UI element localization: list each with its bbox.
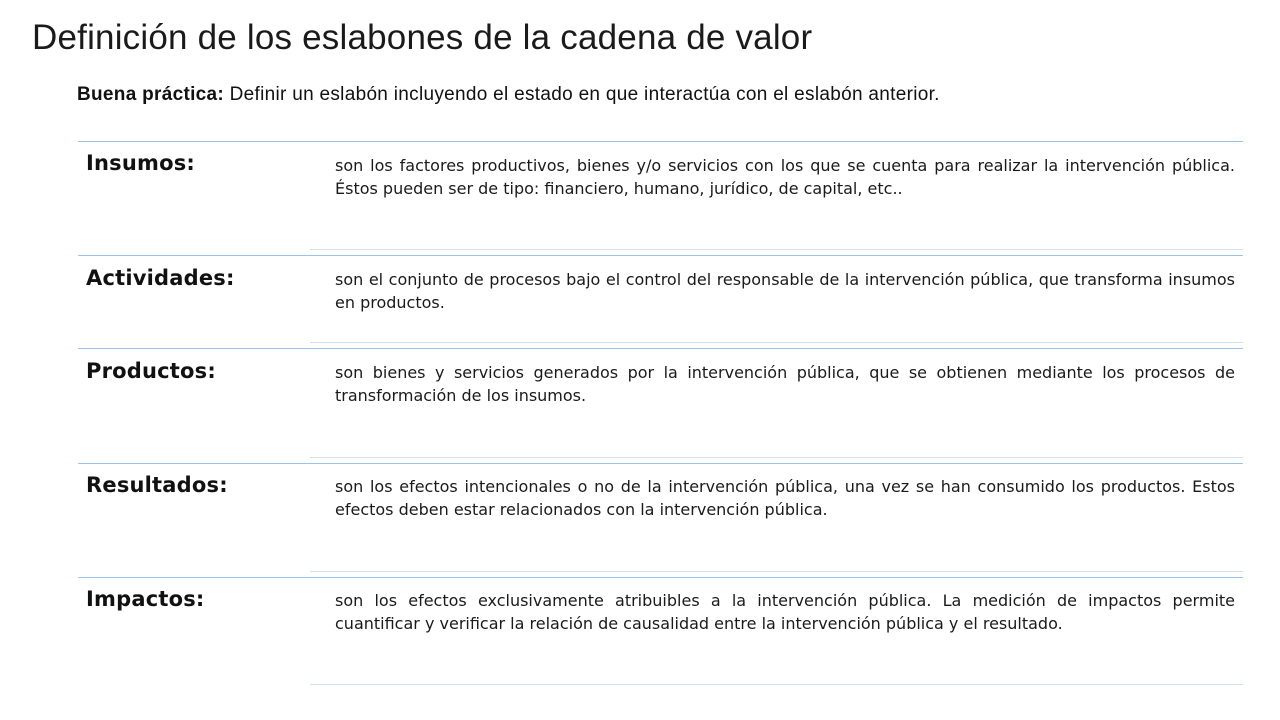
good-practice-text: Definir un eslabón incluyendo el estado en que interactúa con el eslabón anterior.: [224, 84, 940, 105]
row-divider-resultados-top: [78, 463, 1243, 464]
term-actividades: Actividades:: [86, 266, 235, 290]
row-divider-productos-top: [78, 348, 1243, 349]
definition-resultados: son los efectos intencionales o no de la intervención pública, una vez se han consumido los productos. Estos efectos deben estar relacionados con la intervención pública.: [335, 477, 1235, 519]
row-divider-productos-bottom: [310, 457, 1243, 458]
term-insumos: Insumos:: [86, 151, 196, 175]
term-impactos: Impactos:: [86, 587, 205, 611]
term-productos: Productos:: [86, 359, 216, 383]
definition-insumos: son los factores productivos, bienes y/o servicios con los que se cuenta para realizar la intervención pública. Éstos pueden ser de tipo: financiero, humano, jurídico, de capital, etc..: [335, 156, 1235, 198]
row-divider-insumos-top: [78, 141, 1243, 142]
row-divider-actividades-bottom: [310, 342, 1243, 343]
row-divider-impactos-top: [78, 577, 1243, 578]
row-divider-impactos-bottom: [310, 684, 1243, 685]
row-divider-insumos-bottom: [310, 249, 1243, 250]
definition-productos: son bienes y servicios generados por la intervención pública, que se obtienen mediante los procesos de transformación de los insumos.: [335, 363, 1235, 405]
definition-impactos: son los efectos exclusivamente atribuibles a la intervención pública. La medición de impactos permite cuantificar y verificar la relación de causalidad entre la intervención pública y el resultado.: [335, 591, 1235, 633]
definition-actividades: son el conjunto de procesos bajo el control del responsable de la intervención pública, que transforma insumos en productos.: [335, 270, 1235, 312]
good-practice-note: [77, 82, 940, 108]
row-divider-resultados-bottom: [310, 571, 1243, 572]
row-divider-actividades-top: [78, 255, 1243, 256]
good-practice-label: Buena práctica:: [77, 84, 225, 105]
term-resultados: Resultados:: [86, 473, 228, 497]
slide-title: Definición de los eslabones de la cadena de valor: [32, 18, 813, 57]
